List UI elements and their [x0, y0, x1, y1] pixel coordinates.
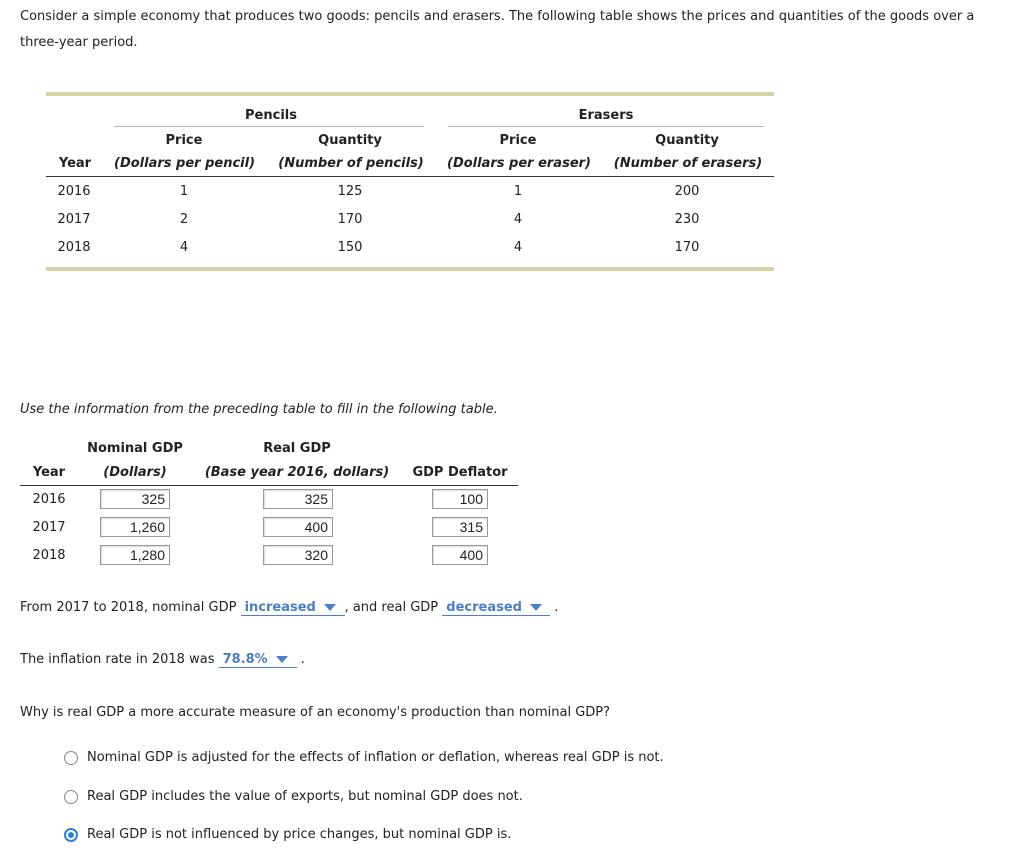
table-row-year: 2016 — [57, 184, 91, 199]
nominal-gdp-input[interactable]: 325 — [100, 489, 170, 509]
year-header: Year — [32, 465, 66, 480]
eraser-qty-cell: 230 — [674, 212, 700, 227]
prices-quantities-table — [46, 92, 774, 272]
gdp-change-sentence — [20, 600, 559, 616]
eraser-price-cell: 4 — [513, 240, 523, 255]
table-row-year: 2018 — [57, 240, 91, 255]
answer-option-2[interactable] — [64, 789, 523, 804]
sentence2-suffix: . — [300, 652, 305, 667]
real-gdp-input[interactable]: 400 — [263, 517, 333, 537]
radio-button[interactable] — [64, 790, 78, 804]
answer-option-label: Nominal GDP is adjusted for the effects of inflation or deflation, whereas real GDP is not. — [87, 750, 664, 765]
nominal-gdp-header: Nominal GDP — [87, 441, 183, 456]
eraser-price-cell: 1 — [513, 184, 523, 199]
gdp-deflator-header: GDP Deflator — [412, 465, 508, 480]
pencil-quantity-header: Quantity — [318, 133, 382, 148]
radio-button-selected[interactable] — [64, 828, 78, 842]
nominal-change-value: increased — [244, 600, 316, 615]
sentence2-prefix: The inflation rate in 2018 was — [20, 652, 215, 667]
eraser-price-cell: 4 — [513, 212, 523, 227]
sentence1-prefix: From 2017 to 2018, nominal GDP — [20, 600, 237, 615]
erasers-group-rule — [448, 126, 764, 127]
sentence1-suffix: . — [554, 600, 559, 615]
answer-option-1[interactable] — [64, 750, 664, 765]
real-change-value: decreased — [446, 600, 522, 615]
eraser-quantity-unit: (Number of erasers) — [613, 156, 763, 171]
pencil-qty-cell: 125 — [337, 184, 363, 199]
chevron-down-icon — [276, 656, 288, 663]
gdp-deflator-input[interactable]: 100 — [432, 489, 488, 509]
inflation-rate-dropdown[interactable] — [219, 652, 297, 668]
nominal-gdp-input[interactable]: 1,280 — [100, 545, 170, 565]
pencil-qty-cell: 170 — [337, 212, 363, 227]
gdp-deflator-input[interactable]: 315 — [432, 517, 488, 537]
erasers-group-header: Erasers — [578, 108, 634, 123]
pencil-price-cell: 2 — [179, 212, 189, 227]
chevron-down-icon — [324, 604, 336, 611]
pencils-group-header: Pencils — [245, 108, 297, 123]
answer-option-label: Real GDP includes the value of exports, but nominal GDP does not. — [87, 789, 523, 804]
intro-text: Consider a simple economy that produces two goods: pencils and erasers. The following table shows the prices and quantities of the goods over a three-year period. — [20, 9, 975, 50]
pencil-price-header: Price — [165, 133, 203, 148]
eraser-quantity-header: Quantity — [655, 133, 719, 148]
year-header: Year — [58, 156, 92, 171]
pencil-price-unit: (Dollars per pencil) — [114, 156, 256, 171]
real-change-dropdown[interactable] — [442, 600, 550, 616]
answer-option-label: Real GDP is not influenced by price changes, but nominal GDP is. — [87, 827, 512, 842]
table-top-bar — [46, 92, 774, 96]
chevron-down-icon — [530, 604, 542, 611]
real-gdp-header: Real GDP — [263, 441, 331, 456]
pencil-quantity-unit: (Number of pencils) — [278, 156, 424, 171]
gdp-table — [20, 438, 520, 573]
table-row-year: 2018 — [32, 548, 66, 563]
pencils-group-rule — [114, 126, 424, 127]
nominal-gdp-unit: (Dollars) — [103, 465, 167, 480]
eraser-qty-cell: 170 — [674, 240, 700, 255]
inflation-rate-value: 78.8% — [222, 652, 268, 667]
nominal-gdp-input[interactable]: 1,260 — [100, 517, 170, 537]
table-row-year: 2016 — [32, 492, 66, 507]
eraser-qty-cell: 200 — [674, 184, 700, 199]
table-row-year: 2017 — [32, 520, 66, 535]
header-divider — [46, 176, 774, 177]
eraser-price-header: Price — [499, 133, 537, 148]
inflation-sentence — [20, 652, 305, 668]
real-gdp-unit: (Base year 2016, dollars) — [204, 465, 390, 480]
sentence1-middle: , and real GDP — [344, 600, 439, 615]
nominal-change-dropdown[interactable] — [241, 600, 345, 616]
gdp-deflator-input[interactable]: 400 — [432, 545, 488, 565]
pencil-qty-cell: 150 — [337, 240, 363, 255]
table-bottom-bar — [46, 267, 774, 271]
pencil-price-cell: 4 — [179, 240, 189, 255]
header-divider — [20, 485, 518, 486]
table-row-year: 2017 — [57, 212, 91, 227]
question-text: Why is real GDP a more accurate measure of an economy's production than nominal GDP? — [20, 705, 611, 720]
real-gdp-input[interactable]: 320 — [263, 545, 333, 565]
radio-button[interactable] — [64, 751, 78, 765]
eraser-price-unit: (Dollars per eraser) — [447, 156, 591, 171]
real-gdp-input[interactable]: 325 — [263, 489, 333, 509]
pencil-price-cell: 1 — [179, 184, 189, 199]
instruction-text: Use the information from the preceding table to fill in the following table. — [20, 402, 498, 417]
answer-option-3[interactable] — [64, 827, 511, 842]
